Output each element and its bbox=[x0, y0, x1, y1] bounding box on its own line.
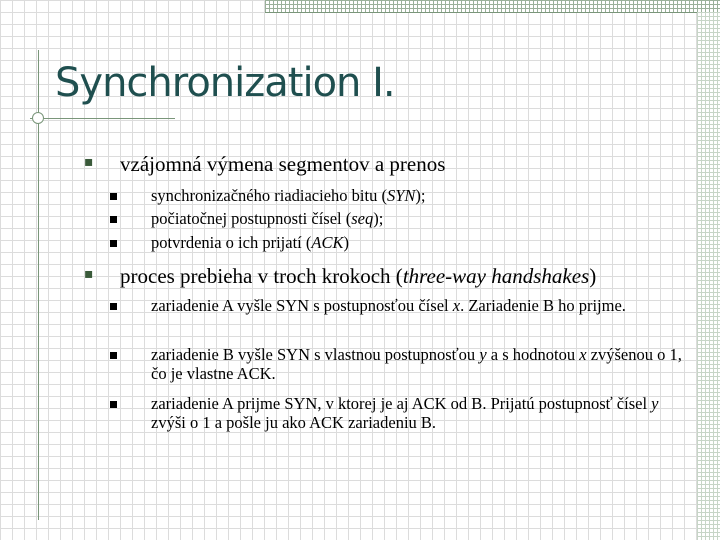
bullet-text: proces prebieha v troch krokoch (three-way handshakes) bbox=[120, 264, 597, 288]
decorative-grid-block bbox=[265, 0, 720, 13]
bullet-square-icon bbox=[110, 352, 117, 359]
subitem-text: potvrdenia o ich prijatí (ACK) bbox=[151, 233, 349, 252]
slide-title: Synchronization I. bbox=[55, 60, 395, 106]
bullet-square-icon bbox=[110, 303, 117, 310]
subitem-text: zariadenie A prijme SYN, v ktorej je aj ACK od B. Prijatú postupnosť čísel y zvýši o 1 a pošle ju ako ACK zariadeniu B. bbox=[151, 394, 659, 432]
square-bullet-icon: ▪ bbox=[84, 266, 94, 282]
bullet-text: vzájomná výmena segmentov a prenos bbox=[120, 152, 446, 176]
square-bullet-icon: ▪ bbox=[84, 154, 94, 170]
decorative-circle-icon bbox=[32, 112, 44, 124]
subitem-text: zariadenie B vyšle SYN s vlastnou postupnosťou y a s hodnotou x zvýšenou o 1, čo je vlastne ACK. bbox=[151, 345, 682, 383]
bullet-square-icon bbox=[110, 240, 117, 247]
subitem-text: synchronizačného riadiacieho bitu (SYN); bbox=[151, 186, 426, 205]
decorative-horizontal-line bbox=[30, 118, 175, 119]
bullet-square-icon bbox=[110, 401, 117, 408]
subitem-text: zariadenie A vyšle SYN s postupnosťou čísel x. Zariadenie B ho prijme. bbox=[151, 296, 626, 315]
decorative-grid-strip bbox=[697, 12, 720, 540]
bullet-square-icon bbox=[110, 193, 117, 200]
subitem-text: počiatočnej postupnosti čísel (seq); bbox=[151, 209, 384, 228]
bullet-square-icon bbox=[110, 216, 117, 223]
